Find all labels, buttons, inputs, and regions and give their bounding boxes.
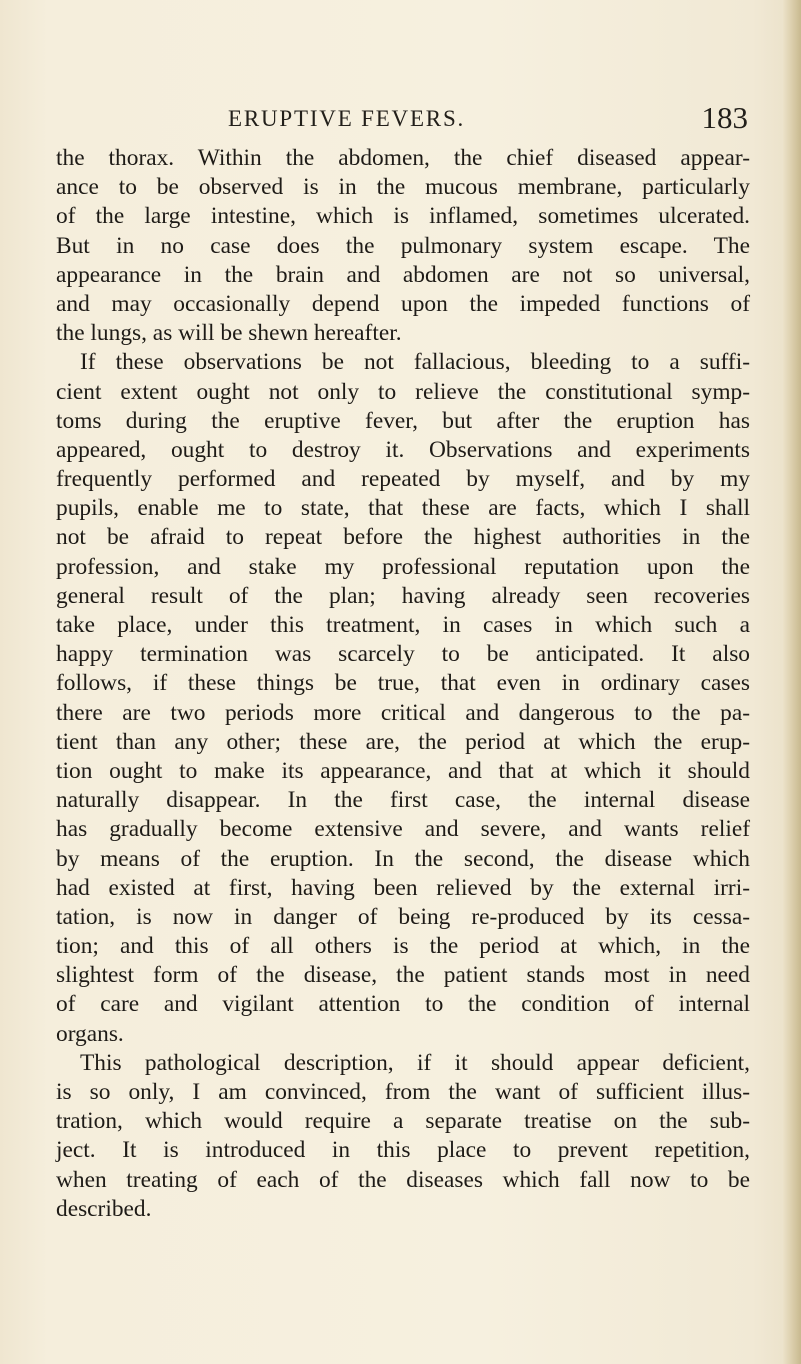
text-line: not be afraid to repeat before the highest authorities in the [56, 524, 750, 551]
text-line: frequently performed and repeated by myself, and by my [56, 466, 750, 493]
text-line: ject. It is introduced in this place to prevent repetition, [56, 1137, 750, 1164]
text-line: toms during the eruptive fever, but after the eruption has [56, 407, 750, 434]
text-line: This pathological description, if it should appear deficient, [80, 1049, 750, 1076]
text-line: organs. [56, 1020, 124, 1047]
text-line: But in no case does the pulmonary system escape. The [56, 232, 750, 259]
text-line: tation, is now in danger of being re-produced by its cessa- [56, 903, 750, 930]
text-line: described. [56, 1195, 152, 1222]
text-line: If these observations be not fallacious, bleeding to a suffi- [80, 349, 750, 376]
text-line: cient extent ought not only to relieve the constitutional symp- [56, 378, 750, 405]
text-line: happy termination was scarcely to be anticipated. It also [56, 641, 750, 668]
text-line: of the large intestine, which is inflamed, sometimes ulcerated. [56, 203, 750, 230]
text-line: take place, under this treatment, in cases in which such a [56, 612, 750, 638]
page-edge-shadow [783, 0, 801, 1364]
text-line: by means of the eruption. In the second, the disease which [56, 845, 750, 872]
text-line: has gradually become extensive and severe, and wants relief [56, 816, 750, 843]
text-line: tion; and this of all others is the period at which, in the [56, 933, 750, 960]
text-line: there are two periods more critical and dangerous to the pa- [56, 699, 750, 726]
text-line: tient than any other; these are, the period at which the erup- [56, 728, 750, 755]
text-line: profession, and stake my professional reputation upon the [56, 553, 750, 580]
text-line: is so only, I am convinced, from the want of sufficient illus- [56, 1079, 750, 1105]
text-line: tration, which would require a separate treatise on the sub- [56, 1108, 750, 1135]
text-line: follows, if these things be true, that even in ordinary cases [56, 670, 750, 697]
text-line: pupils, enable me to state, that these are facts, which I shall [56, 495, 750, 522]
text-line: general result of the plan; having already seen recoveries [56, 582, 750, 609]
text-line: tion ought to make its appearance, and that at which it should [56, 757, 750, 784]
text-line: ance to be observed is in the mucous membrane, particularly [56, 174, 750, 201]
text-line: naturally disappear. In the first case, the internal disease [56, 787, 750, 814]
body-text [56, 144, 750, 1224]
text-line: of care and vigilant attention to the condition of internal [56, 991, 750, 1018]
text-line: appeared, ought to destroy it. Observations and experiments [56, 436, 750, 463]
text-line: appearance in the brain and abdomen are not so universal, [56, 261, 750, 288]
running-header [56, 100, 748, 140]
text-line: had existed at first, having been relieved by the external irri- [56, 874, 750, 901]
text-line: and may occasionally depend upon the impeded functions of [56, 290, 750, 317]
page-number: 183 [701, 100, 748, 135]
text-line: when treating of each of the diseases which fall now to be [56, 1166, 750, 1193]
text-line: the thorax. Within the abdomen, the chief diseased appear- [56, 145, 750, 171]
text-line: slightest form of the disease, the patient stands most in need [56, 962, 750, 989]
text-line: the lungs, as will be shewn hereafter. [56, 320, 402, 347]
running-title: ERUPTIVE FEVERS. [228, 106, 466, 131]
